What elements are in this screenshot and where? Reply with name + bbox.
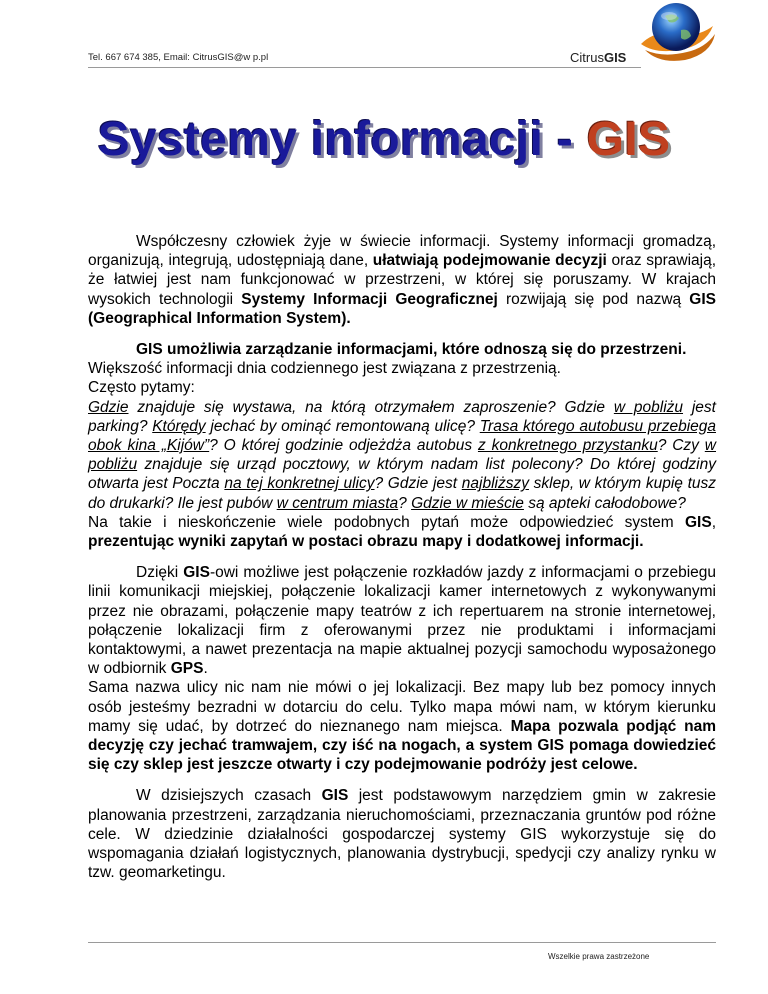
question-text: są apteki całodobowe? [523,494,686,512]
question-text: sklep, w którym kupię tusz do drukarki? Ile jest pubów [88,475,716,512]
paragraph-today [88,786,716,882]
emphasis: GIS (Geographical Information System). [88,290,716,327]
emphasis: GIS [321,787,349,805]
text: Współczesny człowiek żyje w świecie informacji. Systemy informacji gromadzą, organizują, integrują, udostępniają dane, [88,233,716,270]
paragraph-gis-uses [88,563,716,774]
text: Na takie i nieskończenie wiele podobnych pytań może odpowiedzieć system [88,513,685,531]
emphasis: ułatwiają podejmowanie decyzji [372,252,607,270]
document-body [88,232,716,895]
underlined-phrase: Którędy [152,417,206,435]
question-text: ? Czy [657,437,705,455]
question-text: ? Gdzie jest [374,475,462,493]
text: Często pytamy: [88,379,195,397]
emphasis: GIS umożliwia zarządzanie informacjami, które odnoszą się do przestrzeni. [136,341,687,359]
question-text: znajduje się wystawa, na którą otrzymałem zaproszenie? Gdzie [128,398,614,416]
emphasis: prezentując wyniki zapytań w postaci obrazu mapy i dodatkowej informacji. [88,533,644,551]
footer-divider [88,942,716,943]
header-divider [88,67,641,68]
underlined-phrase: najbliższy [461,475,529,493]
questions-text [88,398,716,513]
question-text: jechać by ominąć remontowaną ulicę? [205,417,480,435]
text: , [711,513,716,531]
text: -owi możliwe jest połączenie rozkładów jazdy z informacjami o przebiegu linii komunikacji miejskiej, połączenie lokalizacji kamer internetowych z wykonywanymi przez nie obrazami, połączenie mapy teatrów z ich repertuarem na stronie internetowej, połączenie lokalizacji firm z oferowanymi przez nie produktami i informacjami kontaktowymi, a nawet prezentacja na mapie aktualnej pozycji samochodu wyposażonego w odbiornik [88,564,717,678]
title-main: Systemy informacji - [97,113,587,166]
text: . [203,660,208,678]
underlined-phrase: w pobliżu [88,437,716,474]
text: Sama nazwa ulicy nic nam nie mówi o jej lokalizacji. Bez mapy lub bez pomocy innych osób jesteśmy bezradni w dotarciu do celu. Tylko mapa mówi nam, w którym kierunku mamy się udać, by dotrzeć do nieznanego nam miejsca. [88,679,716,735]
contact-info: Tel. 667 674 385, Email: CitrusGIS@w p.pl [88,52,269,63]
paragraph-questions [88,340,716,551]
question-text: znajduje się urząd pocztowy, w którym nadam list polecony? Do której godziny otwarta jest Poczta [88,456,716,493]
text: jest podstawowym narzędziem gmin w zakresie planowania przestrzeni, zarządzania nieruchomościami, przeznaczania gruntów pod różne cele. W dziedzinie działalności gospodarczej systemy GIS wykorzystuje się do wspomagania działań logistycznych, planowania dystrybucji, spedycji czy analizy rynku w tzw. geomarketingu. [88,787,716,882]
brand-bold: GIS [603,50,627,65]
question-text: jest parking? [88,398,716,435]
emphasis: Mapa pozwala podjąć nam decyzję czy jechać tramwajem, czy iść na nogach, a system GIS pomaga dowiedzieć się czy sklep jest jeszcze otwarty i czy podejmowanie podróży jest celowe. [88,717,716,774]
question-text: ? O której godzinie odjeżdża autobus [209,437,478,455]
text: rozwijają się pod nazwą [497,290,690,308]
paragraph-intro [88,232,716,328]
emphasis: GIS [684,513,712,531]
underlined-phrase: Gdzie w mieście [411,494,524,512]
underlined-phrase: na tej konkretnej ulicy [224,475,375,493]
page-header [88,0,716,70]
underlined-phrase: Trasa którego autobusu przebiega obok kina „Kijów” [88,417,716,455]
underlined-phrase: Gdzie [88,398,129,416]
emphasis: GPS [170,660,204,678]
emphasis: Systemy Informacji Geograficznej [241,290,498,308]
brand-name [570,50,626,65]
brand-plain: Citrus [570,50,604,65]
page-title [0,112,768,167]
underlined-phrase: w pobliżu [613,398,684,416]
text: W dzisiejszych czasach [136,787,322,805]
answer-line [88,513,716,551]
question-text: ? [398,494,412,512]
emphasis: GIS [183,564,210,582]
title-gis: GIS [586,113,671,166]
text: Dzięki [136,564,184,582]
footer-copyright: Wszelkie prawa zastrzeżone [548,952,650,961]
globe-logo-icon [635,0,717,66]
text: oraz sprawiają, że łatwiej jest nam funkcjonować w przestrzeni, w której się poruszamy. W krajach wysokich technologii [88,252,716,308]
underlined-phrase: z konkretnego przystanku [477,437,658,455]
text: Większość informacji dnia codziennego jest związana z przestrzenią. [88,360,561,378]
underlined-phrase: w centrum miasta [276,494,399,512]
